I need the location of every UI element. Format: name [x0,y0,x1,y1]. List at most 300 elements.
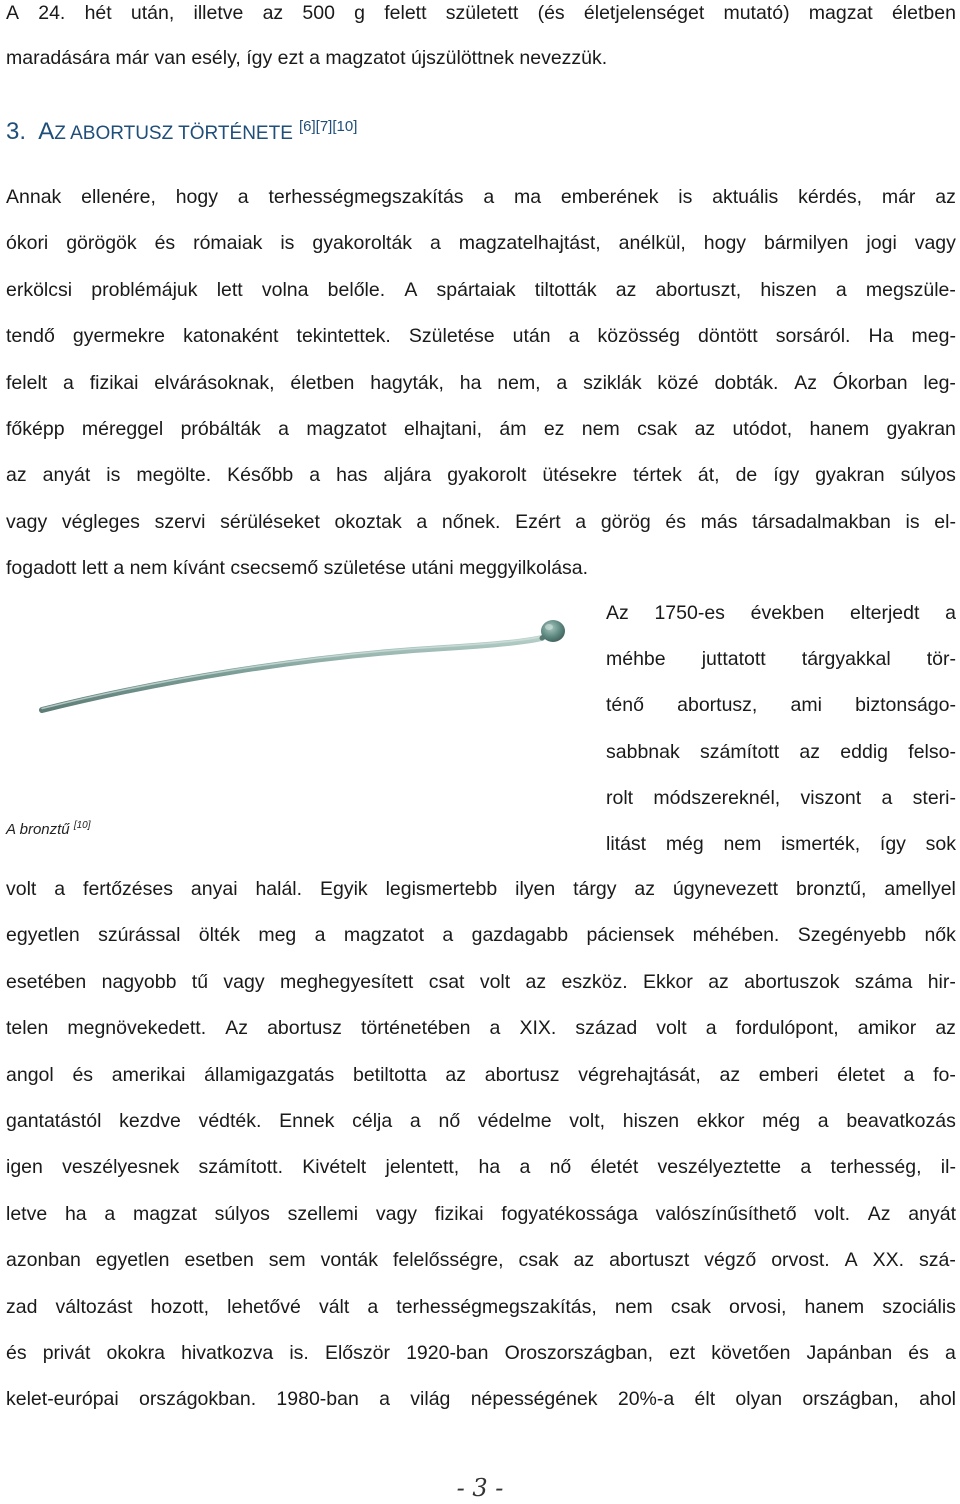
word: az [935,186,956,208]
word: módszereknél, [653,786,781,809]
p2-line [6,1344,956,1364]
word: a [237,186,249,208]
word: ölték [198,924,240,947]
word: (és [537,2,565,24]
word: fizikai [89,371,139,394]
word: litást [606,833,647,855]
word: illetve [193,2,244,24]
word: az [615,278,637,301]
word: vált [318,1295,350,1318]
word: gyakran [886,418,956,440]
word: sok [925,833,956,855]
word: kérdés, [798,186,863,208]
word: a [705,1017,717,1040]
word: magzat [132,1202,197,1225]
word: született [445,2,519,24]
p1-line [6,371,956,394]
word: főképp [6,418,65,440]
word: tendő [6,325,55,348]
word: abortusz [267,1017,342,1040]
word: A [404,278,418,301]
word: valószínűsíthető [655,1202,797,1225]
word: méreggel [81,418,164,440]
word: volna [261,278,309,301]
word: vonták [320,1249,379,1272]
word: fo- [933,1063,956,1086]
word: szúrással [98,924,181,947]
p1-line [6,420,956,440]
word: fizikai [434,1202,484,1225]
word: a [903,1063,915,1086]
word: sabbnak [606,740,680,763]
word: terhességmegszakítás [268,186,464,208]
word: az [634,878,655,900]
word: juttatott [701,648,766,671]
word: és [72,1063,94,1086]
p1-line [6,510,956,533]
word: népességének [470,1388,598,1411]
word: ütésekre [542,464,618,487]
word: el- [934,510,956,533]
word: privát [42,1342,91,1364]
word: tértek [633,464,682,487]
p1-line [6,234,956,254]
word: Az [606,602,629,624]
word: magzatelhajtást, [458,232,601,255]
word: Egyik [319,878,368,900]
word: Ókorban [832,371,908,394]
word: hozott, [150,1295,210,1318]
word: változást [55,1295,133,1318]
word: csak [518,1249,559,1272]
word: Japánban [806,1342,893,1364]
p1-line [6,278,956,301]
word: viszont [800,786,862,809]
word: terhesség, [830,1156,922,1179]
p1-line [6,188,956,208]
word: az [525,970,547,993]
word: tű [191,970,209,993]
section-title: Z ABORTUSZ TÖRTÉNETE [54,123,293,144]
word: a [945,602,956,624]
figure-caption-ref: [10] [73,820,91,831]
p2side-line [606,740,956,763]
word: után [512,325,551,348]
p2side-line [606,835,956,855]
word: hét [84,2,112,24]
word: jelentett, [385,1156,460,1179]
word: végrehajtását, [578,1063,701,1086]
word: és [908,1342,929,1364]
word: magzatot [343,924,425,947]
word: után, [130,2,175,24]
word: ha [64,1202,87,1225]
word: hogy [175,186,218,208]
word: görögök [66,232,137,255]
word: terhességmegszakítás, [396,1295,597,1318]
word: életben [891,2,956,24]
word: csak [670,1295,711,1318]
word: ezt [669,1342,696,1364]
word: és [154,232,176,255]
word: ha [478,1156,501,1179]
word: még [665,833,704,855]
word: azonban [6,1249,81,1272]
figure-caption-text: A bronztű [6,821,70,838]
word: 1980-ban [276,1388,359,1411]
word: ma [514,186,542,208]
word: nő [549,1156,572,1179]
word: számított. [198,1156,283,1179]
word: nők [924,924,956,947]
word: zad [6,1295,38,1318]
word: életet [837,1063,885,1086]
word: steri- [912,786,956,809]
word: eddig [840,740,889,763]
word: problémájuk [91,278,198,301]
word: Születése [408,325,495,348]
word: lehetővé [227,1295,301,1318]
word: elvárásoknak, [154,371,275,394]
section-heading [6,118,357,146]
word: is [678,186,693,208]
word: társadalmakban [752,510,891,533]
word: abortuszt [609,1249,690,1272]
word: hanem [804,1295,865,1318]
word: hogy [703,232,747,255]
word: így [879,833,906,855]
word: emberi [758,1063,819,1086]
word: a [835,278,847,301]
word: ókori [6,232,49,255]
word: Ha [868,325,894,348]
word: életjelenséget [583,2,705,24]
p2-line [6,1112,956,1132]
p2side-line [606,786,956,809]
word: vagy [223,970,265,993]
word: döntött [698,325,758,348]
word: követően [711,1342,791,1364]
word: 20%-a [617,1388,675,1411]
word: vagy [914,232,956,255]
word: életben [290,371,355,394]
intro-line-2: maradására már van esély, így ezt a magzatot újszülöttnek nevezzük. [6,47,608,69]
word: biztonságo- [855,694,956,717]
word: lett [216,278,243,301]
word: ez [543,418,565,440]
word: il- [940,1156,956,1179]
section-refs: [6][7][10] [299,118,358,135]
word: bronztű, [795,878,867,900]
word: g [354,2,366,24]
word: a [367,1295,379,1318]
word: a [881,786,893,809]
word: az [694,418,716,440]
word: utódot, [732,418,793,440]
word: célja [352,1110,393,1132]
word: 500 [302,2,335,24]
word: védték. [198,1110,262,1132]
word: elhajtani, [403,418,483,440]
section-title-initial: A [38,118,55,145]
word: nőnek. [441,510,501,533]
word: végleges [61,510,140,533]
word: esetében [6,970,87,993]
page-number: - 3 - [456,1474,504,1502]
word: vagy [375,1202,418,1225]
p2-line [6,1390,956,1410]
word: nagyobb [101,970,177,993]
word: csat [428,970,465,993]
word: Annak [6,186,62,208]
bronze-needle-figure [4,598,584,810]
word: a [63,371,74,394]
word: anélkül, [618,232,686,255]
p2side-line [606,650,956,670]
word: magzat [808,2,873,24]
word: sem [268,1249,306,1272]
word: a [568,325,580,348]
word: magzatot [306,418,387,440]
word: súlyos [214,1202,270,1225]
word: a [575,510,587,533]
word: betiltotta [352,1063,427,1086]
word: megnövekedett. [67,1017,207,1040]
word: abortusz, [677,694,758,717]
word: gyermekre [72,325,165,348]
word: belőle. [327,278,386,301]
word: esetben [184,1249,254,1272]
word: letve [6,1202,48,1225]
word: Először [324,1342,390,1364]
word: emberének [560,186,659,208]
word: XIX. [519,1017,557,1040]
word: rolt [606,786,634,809]
p2-line [6,1063,956,1086]
word: Ennek [279,1110,335,1132]
word: ami [790,694,822,717]
word: halál. [255,878,303,900]
word: felso- [908,740,956,763]
word: volt. [814,1202,851,1225]
word: tekintettek. [296,325,391,348]
word: a [379,1388,390,1411]
word: csak [637,418,678,440]
word: szervi [154,510,206,533]
word: dobták. [714,371,779,394]
word: élt [694,1388,716,1411]
word: fogyatékossága [501,1202,638,1225]
word: anyát [908,1202,956,1225]
word: világ [410,1388,451,1411]
word: olyan [735,1388,783,1411]
word: XX. [872,1249,905,1272]
word: száma [854,970,913,993]
word: az [799,740,821,763]
word: Oroszországban, [504,1342,654,1364]
word: hagyták, [370,371,444,394]
word: Az [867,1202,891,1225]
word: még [762,1110,801,1132]
p1-line [6,327,956,347]
word: orvost. [771,1249,830,1272]
word: a [278,418,290,440]
word: egyetlen [6,924,80,947]
word: meg- [911,325,956,348]
word: eszköz. [561,970,628,993]
word: Kivételt [302,1156,367,1179]
word: a [800,1156,812,1179]
word: a [817,1110,829,1132]
word: is. [289,1342,309,1364]
word: hiszen [622,1110,680,1132]
word: az [6,464,27,487]
word: történetében [360,1017,471,1040]
word: gazdagabb [471,924,569,947]
word: 1920-ban [406,1342,489,1364]
word: abortuszt, [655,278,742,301]
word: volt [656,1017,687,1040]
word: hir- [927,970,956,993]
word: de [735,464,758,487]
word: is [106,464,121,487]
word: ám [499,418,527,440]
word: az [262,2,284,24]
word: meghegyesített [279,970,414,993]
word: ténő [606,694,644,717]
word: nem [614,1295,653,1318]
word: a [314,924,326,947]
word: tiltották [534,278,597,301]
word: ahol [919,1388,956,1411]
word: fordulópont, [735,1017,839,1040]
word: már [881,186,916,208]
p2-line [6,1295,956,1318]
word: abortuszok [744,970,840,993]
word: veszélyesnek [62,1156,180,1179]
word: telen [6,1017,49,1040]
p2-line [6,1251,956,1271]
word: anyai [190,878,238,900]
word: hiszen [760,278,817,301]
word: az [573,1249,595,1272]
word: fertőzéses [83,878,173,900]
word: legismertebb [385,878,498,900]
word: sziklák [583,371,642,394]
bronze-needle-image [4,598,584,810]
word: gyakorolták [312,232,413,255]
word: tör- [926,648,956,671]
word: felelősségre, [392,1249,504,1272]
word: felelt [6,371,48,394]
word: páciensek [586,924,675,947]
word: Az [794,371,817,394]
p2-line [6,880,956,900]
word: szociális [882,1295,956,1318]
word: sérüléseket [220,510,320,533]
p2-line [6,1202,956,1225]
word: egyetlen [95,1249,170,1272]
word: más [700,510,738,533]
word: a [945,1342,956,1364]
word: súlyos [900,464,956,487]
section-number: 3. [6,118,27,145]
word: közé [657,371,699,394]
word: az [708,970,729,993]
word: század [575,1017,638,1040]
word: kezdve [119,1110,181,1132]
word: ha [459,371,482,394]
word: veszélyeztette [657,1156,782,1179]
word: amerikai [111,1063,186,1086]
p2-line [6,1158,956,1178]
word: leg- [923,371,956,394]
word: amikor [857,1017,917,1040]
word: Szegényebb [797,924,907,947]
word: így [773,464,800,487]
word: méhében. [692,924,780,947]
word: volt [479,970,511,993]
word: rómaiak [193,232,263,255]
word: nő [438,1110,461,1132]
word: mutató) [723,2,790,24]
word: és [6,1342,27,1364]
word: tárgy [573,878,617,900]
word: a [556,371,568,394]
word: 1750-es [654,602,725,624]
word: nem [723,833,762,855]
word: bármilyen [763,232,849,255]
word: spártaiak [436,278,516,301]
intro-line-1 [6,4,956,24]
word: a [442,924,454,947]
word: országokban. [139,1388,257,1411]
word: katonaként [183,325,279,348]
word: a [309,464,321,487]
p1-line [6,466,956,486]
word: ellenére, [81,186,156,208]
word: a [54,878,66,900]
word: kelet-európai [6,1388,119,1411]
word: hivatkozva [181,1342,274,1364]
word: megszüle- [865,278,956,301]
word: gyakorolt [447,464,527,487]
word: erkölcsi [6,278,73,301]
word: számított [700,740,780,763]
word: beavatkozás [846,1110,956,1132]
word: igen [6,1156,43,1179]
word: közösség [597,325,680,348]
word: is [905,510,920,533]
figure-caption [6,820,91,838]
p2-line [6,926,956,946]
word: volt [6,878,37,900]
word: hanem [809,418,870,440]
word: az [445,1063,467,1086]
word: amellyel [884,878,956,900]
p1-line: fogadott lett a nem kívánt csecsemő születése utáni meggyilkolása. [6,557,589,580]
word: az [719,1063,741,1086]
word: Később [227,464,294,487]
word: angol [6,1063,54,1086]
word: A [844,1249,858,1272]
word: védelme [477,1110,552,1132]
word: is [280,232,295,255]
word: ilyen [515,878,556,900]
word: a [429,232,441,255]
word: meg [258,924,297,947]
word: abortusz [484,1063,560,1086]
